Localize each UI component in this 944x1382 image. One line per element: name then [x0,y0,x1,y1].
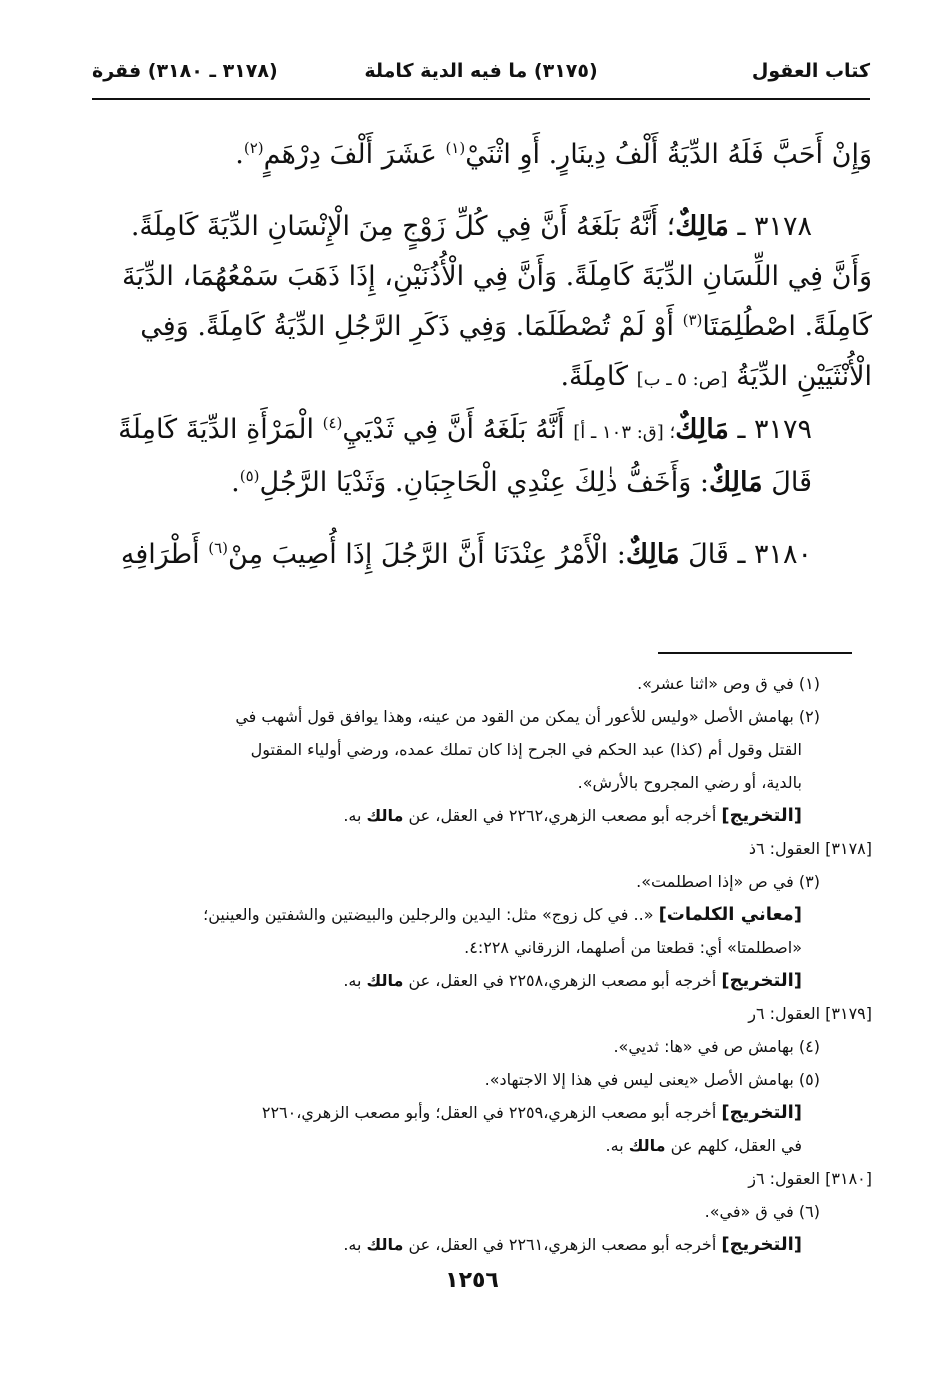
narrator-name: مَالِكٌ [625,539,680,570]
note-text: أخرجه أبو مصعب الزهري،٢٢٦٢ في العقل، عن [408,806,717,825]
header-book-title: كتاب العقول [751,60,870,82]
section-reference: [٣١٧٩] العقول: ٦ر [748,1004,872,1023]
page-number: ١٢٥٦ [445,1268,499,1293]
paragraph-3178-line-2: وَأَنَّ فِي اللِّسَانِ الدِّيَةَ كَامِلَةً. وَأَنَّ فِي الْأُذُنَيْنِ، إِذَا ذَهَبَ سَمْعُهُمَا، الدِّيَةَ [121,261,872,292]
text-run: ؛ أَنَّهُ بَلَغَهُ أَنَّ فِي كُلِّ زَوْجٍ مِنَ الْإِنْسَانِ الدِّيَةَ كَامِلَةً. [130,211,676,242]
note-name: مالك [366,1235,404,1254]
takhrij-label: [التخريج] [721,1234,802,1255]
note-text: به. [343,806,362,825]
note-text: في العقل، كلهم عن [670,1136,802,1155]
note-text: أخرجه أبو مصعب الزهري،٢٢٦١ في العقل، عن [408,1235,717,1254]
footnote-continuation: بالدية، أو رضي المجروح بالأرش». [577,773,802,792]
footnote: (٥) بهامش الأصل «يعنى ليس في هذا إلا الاجتهاد». [484,1070,820,1089]
text-run: الْمَرْأَةِ الدِّيَةَ كَامِلَةً [118,414,315,445]
header-paragraph-range: (٣١٧٨ ـ ٣١٨٠) فقرة [92,60,278,82]
note-text: أخرجه أبو مصعب الزهري،٢٢٥٨ في العقل، عن [408,971,717,990]
text-run: وَإِنْ أَحَبَّ فَلَهُ الدِّيَةُ أَلْفُ دِينَارٍ. أَوِ اثْنَيْ [465,139,872,170]
glossary-note [92,898,872,931]
takhrij-note [92,1096,872,1129]
footnote: (٤) بهامش ص في «ها: ثديي». [613,1037,820,1056]
manuscript-ref: ؛ [ق: ١٠٣ ـ أ] [573,422,676,443]
text-run: قَالَ [688,539,729,570]
text-run: كَامِلَةً. اصْطُلِمَتَا [702,311,872,342]
takhrij-label: [التخريج] [721,1102,802,1123]
paragraph-3179-line-2 [90,458,872,508]
paragraph-3179-line-1 [90,405,872,458]
manuscript-ref: [ص: ٥ ـ ب] [636,369,728,390]
text-run: كَامِلَةً. [560,361,628,392]
paragraph-3178-line-1 [90,202,872,252]
paragraph-3178-line-4 [90,352,872,405]
footnote-ref[interactable]: (٥) [239,467,260,485]
footnote-ref[interactable]: (٦) [208,539,229,557]
footnote-ref[interactable]: (٤) [322,414,343,432]
glossary-label: [معاني الكلمات] [658,904,802,925]
note-text: به. [343,1235,362,1254]
footnote: (٢) بهامش الأصل «وليس للأعور أن يمكن من القود من عينه، وهذا يوافق قول أشهب في [235,707,820,726]
note-name: مالك [366,806,404,825]
paragraph-3178-line-3 [90,302,872,352]
footnote-ref[interactable]: (٢) [243,139,264,157]
footnote-divider [658,652,852,654]
footnote-continuation: القتل وقول أم (كذا) عبد الحكم في الجرح إذا كان تملك عمده، ورضي أولياء المقتول [250,740,802,759]
note-text: به. [605,1136,624,1155]
footnotes-section [92,667,872,1261]
takhrij-continuation [92,1129,872,1162]
main-text [90,130,872,580]
footnote-ref[interactable]: (١) [445,139,466,157]
intro-line [90,130,872,180]
running-header [92,60,870,96]
text-run: أَنَّهُ بَلَغَهُ أَنَّ فِي ثَدْيَيِ [342,414,565,445]
paragraph-number: ٣١٨٠ ـ [737,539,812,570]
takhrij-note [92,799,872,832]
takhrij-note [92,964,872,997]
text-run: أَطْرَافِهِ [120,539,200,570]
text-run: قَالَ [771,467,812,498]
text-run: عَشَرَ أَلْفَ دِرْهَمٍ [263,139,437,170]
note-text: «.. في كل زوج» مثل: اليدين والرجلين والبيضتين والشفتين والعينين؛ [203,905,654,924]
section-reference: [٣١٧٨] العقول: ٦ذ [748,839,872,858]
text-run: . [231,467,240,498]
note-text: أخرجه أبو مصعب الزهري،٢٢٥٩ في العقل؛ وأبو مصعب الزهري،٢٢٦٠ [261,1103,717,1122]
narrator-name: مَالِكٌ [708,467,763,498]
paragraph-3180-line-1 [90,530,872,580]
header-divider [92,98,870,100]
narrator-name: مَالِكٌ [675,211,729,242]
takhrij-label: [التخريج] [721,805,802,826]
text-run: : وَأَخَفُّ ذٰلِكَ عِنْدِي الْحَاجِبَانِ. وَثَدْيَا الرَّجُلِ [259,467,709,498]
note-name: مالك [628,1136,666,1155]
paragraph-number: ٣١٧٩ ـ [737,414,812,445]
note-name: مالك [366,971,404,990]
header-section-title: (٣١٧٥) ما فيه الدية كاملة [364,60,598,82]
takhrij-note [92,1228,872,1261]
glossary-continuation: «اصطلمتا» أي: قطعتا من أصلهما، الزرقاني ٤:٢٢٨. [464,938,802,957]
note-text: به. [343,971,362,990]
footnote: (٣) في ص «إذا اصطلمت». [636,872,820,891]
takhrij-label: [التخريج] [721,970,802,991]
footnote: (٦) في ق «في». [704,1202,820,1221]
section-reference: [٣١٨٠] العقول: ٦ز [748,1169,872,1188]
text-run: : الْأَمْرُ عِنْدَنَا أَنَّ الرَّجُلَ إِذَا أُصِيبَ مِنْ [228,539,626,570]
paragraph-number: ٣١٧٨ ـ [737,211,812,242]
text-run: أَوْ لَمْ تُصْطَلَمَا. وَفِي ذَكَرِ الرَّجُلِ الدِّيَةُ كَامِلَةً. وَفِي [140,311,674,342]
narrator-name: مَالِكٌ [675,414,729,445]
footnote: (١) في ق وص «اثنا عشر». [637,674,820,693]
footnote-ref[interactable]: (٣) [682,311,703,329]
text-run: الْأُنْثَيَيْنِ الدِّيَةُ [736,361,872,392]
text-run: . [235,139,244,170]
